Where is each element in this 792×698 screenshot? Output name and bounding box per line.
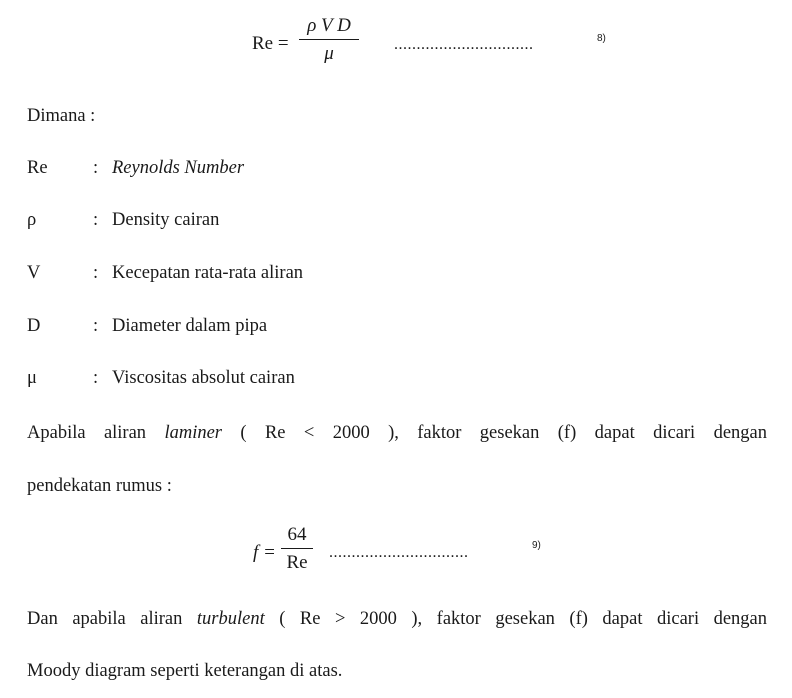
- definition-text: Reynolds Number: [112, 158, 245, 178]
- equation-re-leader-dots: ...............................: [394, 36, 534, 53]
- definition-text: Kecepatan rata-rata aliran: [112, 263, 304, 283]
- paragraph-turbulent-after: ( Re > 2000 ), faktor gesekan (f) dapat dicari dengan: [279, 609, 768, 629]
- equation-re-fraction: [299, 15, 359, 65]
- equation-f-numerator: 64: [281, 524, 313, 549]
- paragraph-turbulent-term: turbulent: [196, 609, 265, 629]
- paragraph-laminar-line2: pendekatan rumus :: [27, 476, 172, 496]
- definition-colon: :: [93, 316, 99, 336]
- definition-colon: :: [93, 368, 99, 388]
- definition-symbol: V: [27, 263, 41, 283]
- dimana-label: Dimana :: [27, 106, 96, 126]
- equation-f-number: 9): [532, 540, 541, 551]
- equation-f-leader-dots: ...............................: [329, 544, 469, 561]
- paragraph-laminar-term: laminer: [164, 423, 223, 443]
- equation-re-denominator: μ: [324, 43, 334, 64]
- definition-text: Viscositas absolut cairan: [112, 368, 295, 388]
- equation-f-fraction: [281, 524, 313, 574]
- definition-text: Diameter dalam pipa: [112, 316, 268, 336]
- definition-symbol: μ: [27, 368, 37, 388]
- paragraph-turbulent-line1: [27, 609, 767, 630]
- definition-colon: :: [93, 263, 99, 283]
- equation-re-lhs: Re =: [252, 33, 289, 54]
- paragraph-laminar-after: ( Re < 2000 ), faktor gesekan (f) dapat dicari dengan: [240, 423, 768, 443]
- equation-f-denominator: Re: [286, 552, 308, 573]
- paragraph-turbulent-line2: Moody diagram seperti keterangan di atas.: [27, 661, 343, 681]
- paragraph-laminar-line1: [27, 423, 767, 444]
- definition-colon: :: [93, 210, 99, 230]
- equation-re-number: 8): [597, 33, 606, 44]
- definition-symbol: ρ: [27, 210, 37, 230]
- definition-text: Density cairan: [112, 210, 220, 230]
- paragraph-laminar-before: Apabila aliran: [27, 423, 147, 443]
- equation-f-lhs: f =: [253, 542, 276, 563]
- definition-colon: :: [93, 158, 99, 178]
- equation-re-numerator: ρ V D: [299, 15, 359, 40]
- definition-symbol: D: [27, 316, 41, 336]
- definition-symbol: Re: [27, 158, 48, 178]
- paragraph-turbulent-before: Dan apabila aliran: [27, 609, 183, 629]
